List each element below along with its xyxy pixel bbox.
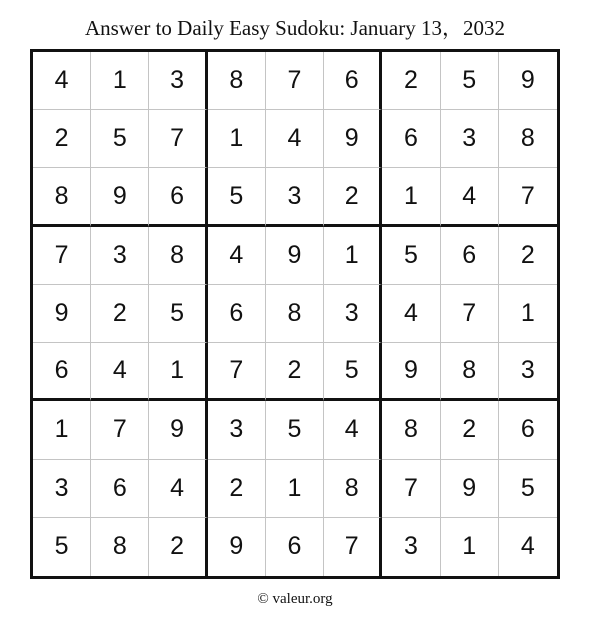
sudoku-cell-r9-c3: 2 (149, 518, 207, 576)
sudoku-cell-r1-c3: 3 (149, 52, 207, 110)
copyright-footer: © valeur.org (257, 591, 333, 607)
sudoku-cell-r2-c6: 9 (324, 110, 382, 168)
sudoku-cell-r7-c3: 9 (149, 401, 207, 459)
sudoku-cell-r8-c8: 9 (441, 460, 499, 518)
sudoku-cell-r2-c8: 3 (441, 110, 499, 168)
sudoku-cell-r8-c6: 8 (324, 460, 382, 518)
sudoku-cell-r9-c1: 5 (33, 518, 91, 576)
sudoku-cell-r2-c9: 8 (499, 110, 557, 168)
sudoku-cell-r3-c6: 2 (324, 168, 382, 226)
sudoku-cell-r4-c6: 1 (324, 227, 382, 285)
sudoku-cell-r7-c8: 2 (441, 401, 499, 459)
sudoku-cell-r9-c2: 8 (91, 518, 149, 576)
sudoku-cell-r9-c8: 1 (441, 518, 499, 576)
sudoku-cell-r1-c7: 2 (382, 52, 440, 110)
sudoku-cell-r6-c4: 7 (208, 343, 266, 401)
sudoku-cell-r7-c7: 8 (382, 401, 440, 459)
sudoku-cell-r2-c3: 7 (149, 110, 207, 168)
sudoku-cell-r6-c1: 6 (33, 343, 91, 401)
sudoku-cell-r6-c2: 4 (91, 343, 149, 401)
sudoku-cell-r5-c9: 1 (499, 285, 557, 343)
sudoku-cell-r6-c5: 2 (266, 343, 324, 401)
sudoku-cell-r1-c1: 4 (33, 52, 91, 110)
sudoku-cell-r1-c9: 9 (499, 52, 557, 110)
sudoku-cell-r7-c5: 5 (266, 401, 324, 459)
sudoku-cell-r6-c9: 3 (499, 343, 557, 401)
sudoku-cell-r8-c2: 6 (91, 460, 149, 518)
sudoku-cell-r2-c1: 2 (33, 110, 91, 168)
sudoku-cell-r4-c4: 4 (208, 227, 266, 285)
sudoku-cell-r6-c8: 8 (441, 343, 499, 401)
sudoku-cell-r9-c4: 9 (208, 518, 266, 576)
sudoku-cell-r8-c5: 1 (266, 460, 324, 518)
sudoku-cell-r9-c9: 4 (520, 532, 535, 561)
sudoku-cell-r6-c3: 1 (149, 343, 207, 401)
sudoku-cell-r4-c8: 6 (441, 227, 499, 285)
sudoku-cell-r5-c1: 9 (33, 285, 91, 343)
sudoku-cell-r5-c5: 8 (266, 285, 324, 343)
sudoku-cell-r1-c6: 6 (324, 52, 382, 110)
sudoku-cell-r8-c7: 7 (382, 460, 440, 518)
sudoku-cell-r3-c5: 3 (266, 168, 324, 226)
sudoku-cell-r2-c4: 1 (208, 110, 266, 168)
sudoku-cell-r4-c5: 9 (266, 227, 324, 285)
sudoku-cell-r3-c7: 1 (382, 168, 440, 226)
sudoku-cell-r1-c2: 1 (91, 52, 149, 110)
sudoku-cell-r3-c4: 5 (208, 168, 266, 226)
sudoku-cell-r3-c3: 6 (149, 168, 207, 226)
sudoku-cell-r7-c1: 1 (33, 401, 91, 459)
sudoku-cell-r4-c1: 7 (33, 227, 91, 285)
sudoku-cell-r6-c7: 9 (382, 343, 440, 401)
sudoku-cell-r5-c7: 4 (382, 285, 440, 343)
sudoku-cell-r5-c6: 3 (324, 285, 382, 343)
sudoku-cell-r6-c6: 5 (324, 343, 382, 401)
sudoku-cell-r1-c8: 5 (441, 52, 499, 110)
sudoku-cell-r3-c9: 7 (499, 168, 557, 226)
sudoku-cell-r5-c4: 6 (208, 285, 266, 343)
sudoku-cell-r2-c7: 6 (382, 110, 440, 168)
sudoku-cell-r5-c2: 2 (91, 285, 149, 343)
sudoku-cell-r3-c1: 8 (33, 168, 91, 226)
sudoku-cell-r1-c4: 8 (208, 52, 266, 110)
sudoku-cell-r4-c9: 2 (499, 227, 557, 285)
sudoku-cell-r3-c8: 4 (441, 168, 499, 226)
sudoku-cell-r5-c3: 5 (149, 285, 207, 343)
sudoku-cell-r3-c2: 9 (91, 168, 149, 226)
sudoku-cell-r9-c6: 7 (324, 518, 382, 576)
sudoku-cell-r1-c5: 7 (266, 52, 324, 110)
sudoku-grid (30, 49, 560, 579)
puzzle-title: Answer to Daily Easy Sudoku: January 13，2032 (85, 16, 505, 40)
sudoku-cell-r4-c7: 5 (382, 227, 440, 285)
sudoku-cell-r2-c2: 5 (91, 110, 149, 168)
sudoku-cell-r7-c2: 7 (91, 401, 149, 459)
sudoku-cell-r8-c3: 4 (149, 460, 207, 518)
sudoku-cell-r4-c3: 8 (149, 227, 207, 285)
sudoku-cell-r8-c4: 2 (208, 460, 266, 518)
sudoku-cell-r8-c1: 3 (33, 460, 91, 518)
sudoku-cell-r7-c9: 6 (499, 401, 557, 459)
sudoku-cell-r2-c5: 4 (266, 110, 324, 168)
sudoku-cell-r7-c4: 3 (208, 401, 266, 459)
sudoku-cell-r9-c5: 6 (266, 518, 324, 576)
sudoku-cell-r9-c7: 3 (382, 518, 440, 576)
sudoku-cell-r5-c8: 7 (441, 285, 499, 343)
sudoku-cell-r4-c2: 3 (91, 227, 149, 285)
sudoku-cell-r7-c6: 4 (324, 401, 382, 459)
sudoku-cell-r8-c9: 5 (499, 460, 557, 518)
